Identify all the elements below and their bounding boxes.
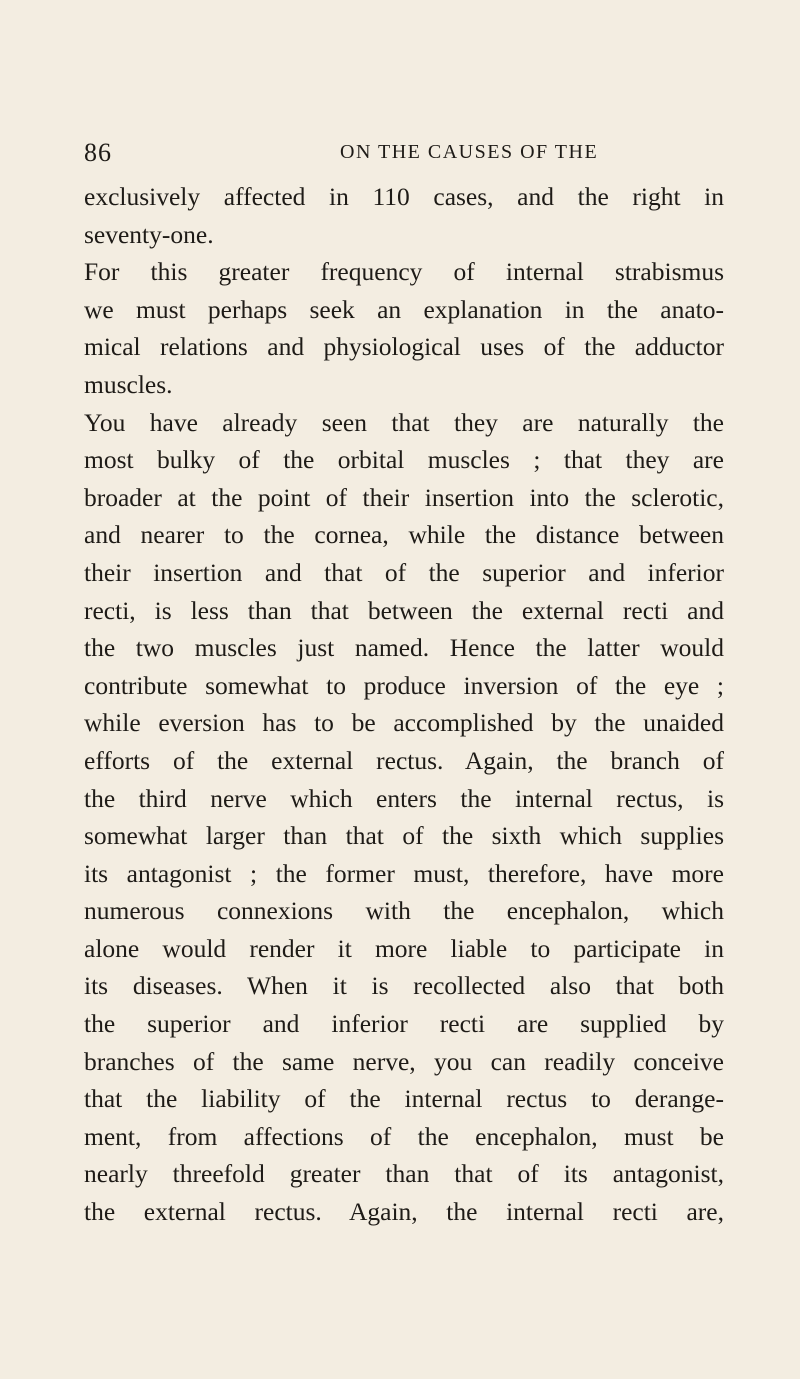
text-line: the external rectus. Again, the internal recti are,: [84, 1197, 724, 1227]
text-line: efforts of the external rectus. Again, the branch of: [84, 745, 724, 775]
body-text: [84, 178, 724, 1231]
text-line: their insertion and that of the superior and inferior: [84, 557, 724, 587]
text-line: ment, from affections of the encephalon, must be: [84, 1121, 724, 1151]
page-number: 86: [84, 138, 112, 167]
text-line: the superior and inferior recti are supplied by: [84, 1009, 724, 1039]
text-line: numerous connexions with the encephalon, which: [84, 896, 724, 926]
text-line: nearly threefold greater than that of its antagonist,: [84, 1159, 724, 1189]
text-line: its antagonist ; the former must, therefore, have more: [84, 858, 724, 888]
text-line: branches of the same nerve, you can readily conceive: [84, 1046, 724, 1076]
text-line: muscles.: [84, 369, 173, 399]
text-line: and nearer to the cornea, while the distance between: [84, 520, 724, 550]
text-line: broader at the point of their insertion into the sclerotic,: [84, 482, 724, 512]
text-line: alone would render it more liable to participate in: [84, 933, 724, 963]
text-line: we must perhaps seek an explanation in the anato-: [84, 294, 724, 324]
text-line: the third nerve which enters the internal rectus, is: [84, 783, 724, 813]
text-line: the two muscles just named. Hence the latter would: [84, 633, 724, 663]
text-line: exclusively affected in 110 cases, and the right in: [84, 182, 724, 211]
text-line: You have already seen that they are naturally the: [84, 407, 724, 437]
text-line: seventy-one.: [84, 219, 214, 249]
text-line: most bulky of the orbital muscles ; that they are: [84, 445, 724, 475]
text-line: its diseases. When it is recollected also that both: [84, 971, 724, 1001]
text-line: while eversion has to be accomplished by the unaided: [84, 708, 724, 738]
text-line: somewhat larger than that of the sixth which supplies: [84, 821, 724, 851]
text-line: recti, is less than that between the external recti and: [84, 595, 724, 625]
text-line: that the liability of the internal rectus to derange-: [84, 1084, 724, 1114]
text-line: mical relations and physiological uses of the adductor: [84, 332, 724, 362]
page-header: [84, 138, 724, 172]
text-line: For this greater frequency of internal strabismus: [84, 257, 724, 287]
running-head: ON THE CAUSES OF THE: [340, 141, 599, 163]
text-line: contribute somewhat to produce inversion of the eye ;: [84, 670, 724, 700]
